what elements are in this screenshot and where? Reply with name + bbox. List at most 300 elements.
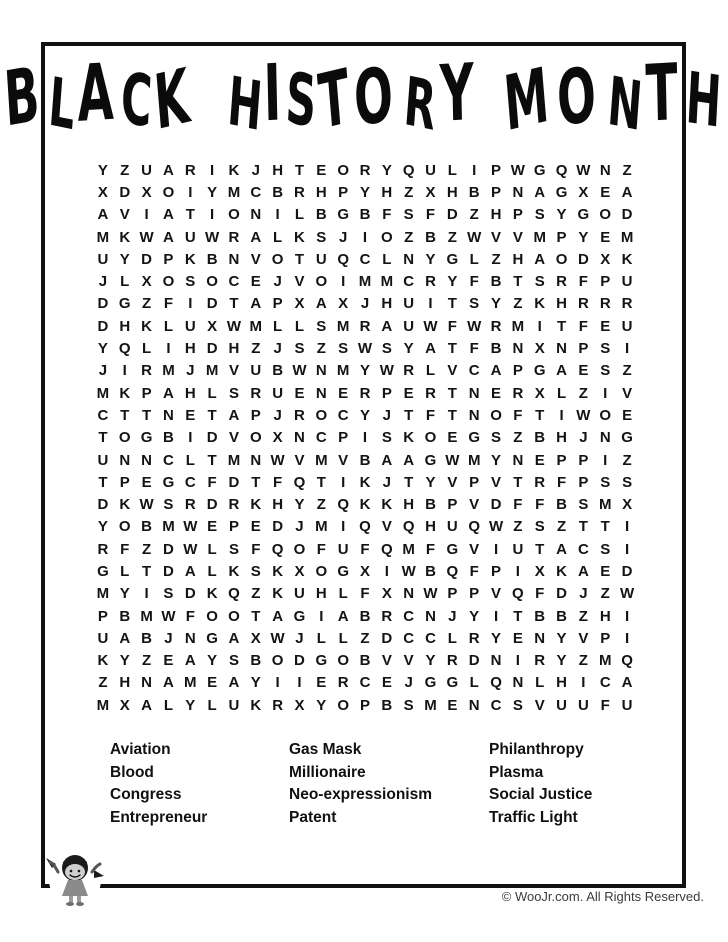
grid-letter: D	[294, 652, 305, 670]
grid-letter: I	[515, 652, 520, 670]
grid-letter: O	[599, 406, 612, 424]
grid-letter: B	[425, 496, 436, 514]
grid-letter: U	[337, 540, 349, 558]
grid-letter: D	[163, 540, 174, 558]
grid-letter: Z	[556, 518, 567, 536]
grid-letter: J	[251, 161, 260, 179]
grid-letter: W	[423, 317, 438, 335]
grid-letter: L	[556, 384, 567, 402]
grid-letter: G	[468, 429, 481, 447]
grid-letter: A	[556, 540, 567, 558]
grid-letter: Z	[316, 340, 326, 358]
grid-letter: I	[581, 674, 586, 692]
grid-row	[92, 159, 638, 181]
grid-letter: R	[490, 317, 502, 335]
grid-letter: S	[512, 696, 523, 714]
grid-letter: C	[250, 183, 262, 201]
grid-letter: H	[272, 161, 284, 179]
grid-letter: D	[228, 473, 240, 491]
grid-letter: T	[404, 406, 414, 424]
grid-letter: K	[119, 228, 131, 246]
grid-letter: T	[142, 406, 152, 424]
title-letter: T	[314, 52, 353, 148]
word-item: Millionaire	[289, 763, 366, 781]
grid-letter: N	[468, 406, 480, 424]
grid-letter: N	[141, 674, 153, 692]
grid-letter: C	[599, 674, 611, 692]
grid-letter: H	[512, 250, 524, 268]
grid-letter: N	[294, 429, 305, 447]
grid-letter: B	[315, 206, 327, 224]
grid-letter: S	[622, 473, 633, 491]
grid-letter: D	[621, 206, 633, 224]
grid-row	[92, 248, 638, 270]
title-letter: O	[351, 50, 397, 145]
grid-letter: P	[359, 696, 370, 714]
grid-letter: F	[163, 295, 174, 313]
grid-letter: V	[469, 496, 480, 514]
grid-letter: Y	[491, 295, 502, 313]
grid-letter: N	[403, 250, 415, 268]
grid-letter: K	[621, 250, 633, 268]
grid-letter: I	[472, 161, 477, 179]
grid-letter: A	[621, 674, 633, 692]
grid-row	[92, 493, 638, 515]
grid-letter: I	[362, 228, 368, 246]
grid-letter: P	[469, 473, 480, 491]
grid-letter: F	[425, 206, 436, 224]
grid-row	[92, 449, 638, 471]
grid-letter: F	[425, 406, 436, 424]
grid-letter: K	[359, 496, 371, 514]
grid-letter: X	[141, 273, 152, 291]
grid-letter: A	[534, 250, 546, 268]
grid-row	[92, 583, 638, 605]
grid-row	[92, 293, 638, 315]
grid-letter: S	[338, 340, 349, 358]
grid-letter: E	[578, 362, 589, 380]
grid-letter: J	[186, 362, 195, 380]
grid-letter: N	[163, 406, 174, 424]
grid-letter: Z	[622, 362, 632, 380]
grid-letter: R	[621, 295, 633, 313]
grid-letter: I	[384, 562, 389, 580]
grid-letter: P	[600, 273, 611, 291]
grid-letter: X	[272, 429, 283, 447]
grid-letter: N	[556, 340, 567, 358]
grid-letter: O	[162, 273, 175, 291]
grid-letter: R	[512, 384, 524, 402]
grid-letter: U	[621, 273, 633, 291]
grid-row	[92, 516, 638, 538]
grid-letter: B	[141, 518, 153, 536]
grid-letter: B	[381, 696, 393, 714]
grid-letter: Y	[425, 250, 436, 268]
grid-letter: I	[275, 206, 280, 224]
grid-letter: I	[122, 362, 127, 380]
grid-letter: I	[341, 518, 346, 536]
grid-letter: W	[467, 228, 482, 246]
grid-letter: N	[468, 384, 480, 402]
grid-letter: R	[228, 228, 240, 246]
grid-letter: J	[98, 362, 108, 380]
grid-letter: P	[381, 384, 392, 402]
grid-letter: A	[184, 562, 196, 580]
grid-letter: V	[447, 362, 458, 380]
grid-letter: A	[534, 183, 546, 201]
grid-letter: H	[403, 496, 415, 514]
grid-letter: R	[534, 473, 546, 491]
grid-letter: N	[534, 629, 546, 647]
grid-letter: P	[250, 406, 261, 424]
grid-letter: W	[619, 585, 635, 603]
grid-letter: E	[403, 384, 414, 402]
grid-letter: W	[183, 518, 198, 536]
grid-letter: C	[577, 540, 589, 558]
grid-letter: E	[600, 317, 611, 335]
grid-letter: X	[207, 317, 218, 335]
grid-letter: G	[206, 629, 218, 647]
grid-row	[92, 672, 638, 694]
grid-letter: R	[359, 317, 371, 335]
grid-letter: K	[206, 585, 218, 603]
grid-letter: U	[141, 161, 153, 179]
grid-letter: T	[535, 540, 545, 558]
grid-letter: G	[533, 161, 546, 179]
grid-letter: N	[184, 629, 196, 647]
grid-letter: Q	[118, 340, 131, 358]
grid-letter: N	[141, 451, 153, 469]
grid-letter: F	[382, 206, 392, 224]
grid-letter: H	[119, 674, 131, 692]
grid-letter: L	[207, 696, 217, 714]
grid-letter: K	[272, 585, 284, 603]
grid-letter: B	[556, 496, 567, 514]
word-item: Entrepreneur	[110, 808, 208, 826]
grid-letter: F	[535, 496, 545, 514]
grid-letter: F	[469, 273, 479, 291]
grid-letter: T	[251, 607, 261, 625]
grid-letter: N	[315, 362, 327, 380]
grid-letter: V	[491, 228, 502, 246]
grid-letter: G	[337, 562, 349, 580]
title-letter: R	[401, 62, 439, 147]
grid-letter: U	[556, 696, 567, 714]
grid-letter: Z	[622, 161, 632, 179]
grid-letter: D	[97, 295, 109, 313]
grid-letter: H	[425, 518, 436, 536]
grid-letter: D	[468, 652, 480, 670]
grid-letter: O	[228, 607, 240, 625]
grid-letter: Z	[251, 585, 261, 603]
grid-letter: Q	[337, 496, 349, 514]
grid-letter: X	[578, 183, 589, 201]
grid-letter: B	[359, 652, 371, 670]
grid-letter: H	[556, 295, 567, 313]
title-letter: B	[1, 50, 42, 145]
grid-row	[92, 360, 638, 382]
grid-letter: H	[228, 340, 240, 358]
grid-letter: V	[622, 384, 633, 402]
word-item: Neo-expressionism	[289, 786, 432, 804]
grid-letter: G	[315, 652, 328, 670]
grid-letter: H	[381, 295, 393, 313]
grid-letter: K	[381, 496, 393, 514]
grid-letter: L	[469, 674, 479, 692]
word-list-column-1	[110, 739, 207, 829]
grid-letter: G	[446, 540, 459, 558]
grid-letter: C	[228, 273, 240, 291]
grid-letter: G	[97, 562, 109, 580]
grid-letter: Z	[98, 674, 108, 692]
grid-letter: U	[512, 540, 524, 558]
grid-letter: S	[316, 228, 327, 246]
grid-letter: K	[250, 696, 262, 714]
grid-letter: W	[576, 406, 591, 424]
grid-letter: Z	[251, 340, 261, 358]
grid-letter: Y	[556, 652, 567, 670]
grid-letter: K	[97, 652, 109, 670]
grid-letter: I	[188, 295, 193, 313]
grid-letter: G	[162, 473, 175, 491]
grid-letter: I	[144, 206, 149, 224]
grid-letter: C	[403, 273, 415, 291]
grid-letter: T	[513, 607, 523, 625]
grid-letter: C	[315, 429, 327, 447]
grid-letter: W	[357, 340, 373, 358]
grid-letter: X	[338, 295, 349, 313]
grid-letter: B	[534, 429, 546, 447]
grid-letter: M	[358, 273, 372, 291]
grid-letter: C	[184, 473, 196, 491]
grid-letter: U	[403, 317, 415, 335]
grid-letter: Q	[380, 540, 393, 558]
grid-letter: X	[294, 696, 305, 714]
grid-letter: X	[600, 250, 611, 268]
grid-letter: A	[228, 629, 240, 647]
grid-letter: G	[533, 362, 546, 380]
grid-letter: E	[207, 518, 218, 536]
grid-letter: P	[338, 183, 349, 201]
grid-letter: U	[621, 696, 633, 714]
grid-letter: U	[446, 518, 458, 536]
grid-letter: A	[250, 228, 262, 246]
grid-letter: Q	[468, 518, 481, 536]
grid-letter: I	[297, 674, 302, 692]
grid-letter: F	[513, 496, 523, 514]
grid-letter: C	[403, 629, 415, 647]
grid-letter: Y	[359, 362, 370, 380]
grid-letter: A	[163, 161, 174, 179]
grid-letter: O	[162, 183, 175, 201]
grid-letter: W	[270, 629, 285, 647]
grid-letter: T	[98, 473, 108, 491]
grid-letter: Z	[513, 295, 523, 313]
grid-letter: T	[513, 473, 523, 491]
grid-letter: Y	[207, 652, 218, 670]
grid-letter: Z	[142, 540, 152, 558]
grid-letter: X	[141, 183, 152, 201]
grid-letter: Z	[622, 451, 632, 469]
grid-letter: R	[359, 161, 371, 179]
grid-letter: I	[166, 340, 171, 358]
grid-letter: W	[183, 540, 198, 558]
grid-letter: T	[251, 473, 261, 491]
title-letter: H	[224, 62, 265, 147]
grid-letter: G	[577, 206, 590, 224]
grid-letter: P	[447, 496, 458, 514]
grid-letter: A	[141, 696, 153, 714]
grid-letter: Y	[381, 161, 392, 179]
grid-letter: V	[534, 696, 545, 714]
grid-letter: V	[250, 250, 261, 268]
grid-letter: E	[600, 562, 611, 580]
grid-letter: M	[620, 228, 634, 246]
grid-letter: P	[119, 473, 130, 491]
word-list	[0, 739, 728, 839]
word-item: Philanthropy	[489, 741, 584, 758]
grid-letter: T	[229, 295, 239, 313]
grid-letter: C	[359, 250, 371, 268]
grid-letter: J	[382, 406, 391, 424]
grid-letter: F	[447, 317, 457, 335]
grid-letter: T	[142, 562, 152, 580]
grid-letter: L	[207, 384, 217, 402]
grid-letter: K	[294, 228, 305, 246]
grid-letter: S	[381, 340, 392, 358]
word-item: Social Justice	[489, 786, 593, 804]
grid-letter: F	[360, 585, 370, 603]
grid-letter: Q	[621, 652, 633, 670]
grid-letter: Z	[491, 250, 501, 268]
grid-letter: U	[184, 228, 196, 246]
grid-letter: I	[144, 585, 149, 603]
grid-letter: B	[468, 183, 480, 201]
grid-letter: I	[624, 607, 630, 625]
grid-letter: L	[535, 674, 545, 692]
grid-letter: H	[490, 206, 502, 224]
grid-letter: F	[120, 540, 130, 558]
grid-letter: G	[337, 206, 349, 224]
word-item: Aviation	[110, 741, 171, 758]
grid-letter: F	[251, 540, 261, 558]
grid-letter: V	[294, 451, 305, 469]
grid-letter: I	[624, 518, 630, 536]
grid-letter: D	[206, 340, 218, 358]
grid-letter: Y	[97, 518, 108, 536]
grid-row	[92, 337, 638, 359]
grid-letter: Z	[447, 228, 457, 246]
grid-letter: D	[490, 496, 502, 514]
grid-letter: Z	[513, 518, 523, 536]
grid-letter: M	[336, 362, 350, 380]
grid-letter: E	[250, 518, 261, 536]
grid-letter: P	[512, 206, 523, 224]
title-letter: N	[604, 62, 645, 147]
grid-letter: I	[275, 674, 280, 692]
grid-letter: Z	[578, 607, 588, 625]
grid-letter: P	[228, 518, 239, 536]
grid-letter: I	[493, 540, 499, 558]
grid-letter: U	[97, 629, 109, 647]
grid-letter: M	[533, 228, 546, 246]
grid-letter: O	[490, 406, 502, 424]
grid-letter: U	[250, 362, 262, 380]
grid-letter: B	[425, 228, 436, 246]
grid-letter: R	[97, 540, 109, 558]
grid-letter: S	[469, 295, 480, 313]
grid-letter: M	[598, 496, 612, 514]
grid-letter: T	[513, 273, 523, 291]
grid-letter: L	[120, 562, 130, 580]
grid-letter: Y	[294, 496, 305, 514]
grid-letter: R	[294, 406, 305, 424]
grid-letter: B	[119, 607, 131, 625]
grid-letter: E	[316, 161, 327, 179]
grid-letter: M	[96, 696, 110, 714]
grid-letter: E	[316, 674, 327, 692]
grid-letter: C	[425, 629, 436, 647]
grid-letter: K	[119, 496, 131, 514]
grid-row	[92, 181, 638, 203]
grid-letter: N	[490, 652, 502, 670]
grid-letter: V	[381, 652, 392, 670]
grid-letter: M	[380, 273, 394, 291]
grid-letter: A	[184, 652, 196, 670]
grid-letter: I	[210, 206, 215, 224]
grid-letter: S	[534, 273, 545, 291]
grid-letter: N	[468, 696, 480, 714]
title-letter: K	[151, 52, 193, 149]
grid-letter: B	[534, 607, 546, 625]
grid-letter: C	[359, 674, 371, 692]
grid-letter: O	[228, 206, 240, 224]
grid-letter: Y	[119, 652, 130, 670]
grid-letter: Y	[447, 273, 458, 291]
grid-row	[92, 270, 638, 292]
grid-letter: R	[425, 273, 436, 291]
grid-letter: E	[600, 228, 611, 246]
grid-letter: E	[534, 451, 545, 469]
grid-letter: E	[622, 406, 633, 424]
grid-letter: F	[185, 607, 195, 625]
grid-letter: Q	[337, 250, 349, 268]
grid-letter: T	[600, 518, 610, 536]
grid-letter: V	[228, 362, 239, 380]
grid-letter: G	[140, 429, 153, 447]
grid-letter: A	[97, 206, 109, 224]
grid-letter: N	[228, 250, 240, 268]
grid-letter: P	[556, 228, 567, 246]
grid-letter: U	[315, 250, 327, 268]
grid-row	[92, 627, 638, 649]
woojr-girl-mascot-icon	[44, 850, 106, 908]
grid-letter: G	[621, 429, 633, 447]
grid-letter: T	[578, 518, 588, 536]
grid-letter: T	[294, 161, 305, 179]
grid-letter: Y	[316, 696, 327, 714]
grid-row	[92, 404, 638, 426]
grid-row	[92, 694, 638, 716]
grid-letter: O	[337, 696, 349, 714]
grid-letter: N	[512, 183, 524, 201]
grid-letter: J	[98, 273, 108, 291]
grid-letter: A	[490, 362, 502, 380]
grid-letter: S	[294, 340, 305, 358]
grid-letter: M	[96, 228, 110, 246]
grid-letter: W	[379, 362, 394, 380]
grid-letter: F	[273, 473, 283, 491]
